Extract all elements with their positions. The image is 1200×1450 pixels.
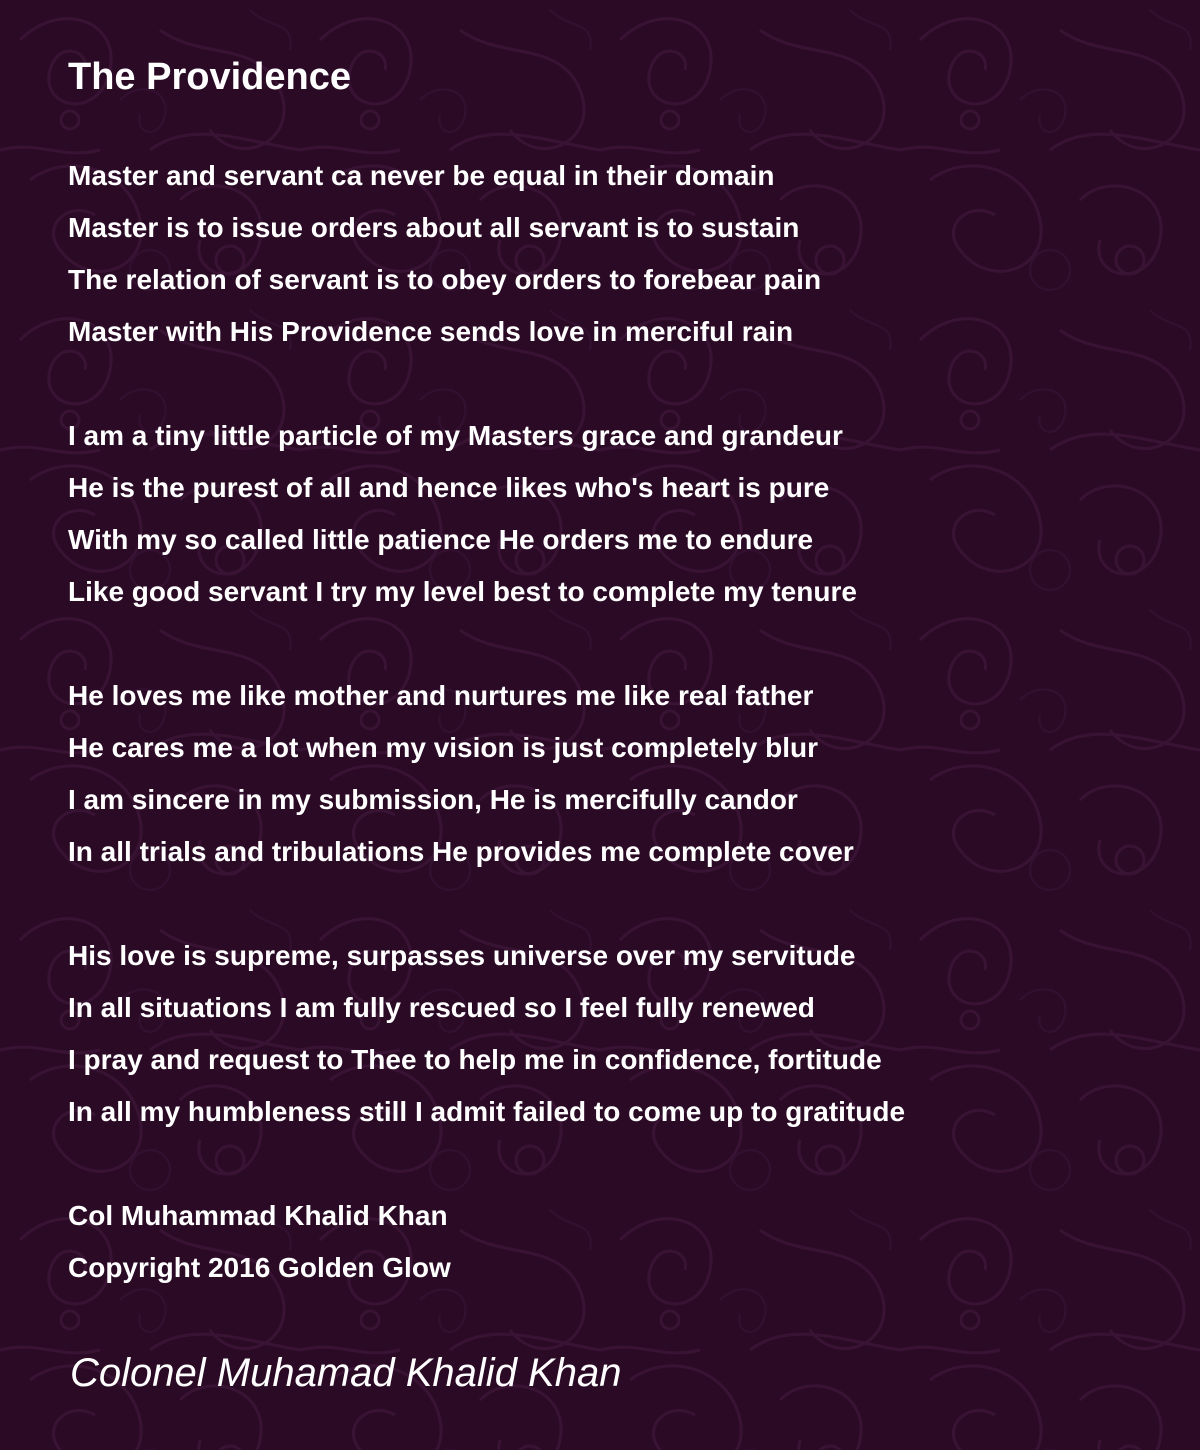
poem-line: In all situations I am fully rescued so I feel fully renewed xyxy=(68,992,815,1023)
poem-line: His love is supreme, surpasses universe over my servitude xyxy=(68,940,856,971)
poem-line: The relation of servant is to obey orders to forebear pain xyxy=(68,264,822,295)
poem-line: Master is to issue orders about all servant is to sustain xyxy=(68,212,800,243)
poem-line: Like good servant I try my level best to complete my tenure xyxy=(68,576,857,607)
poem-line: I pray and request to Thee to help me in confidence, fortitude xyxy=(68,1044,882,1075)
stanza-4 xyxy=(68,930,1168,1138)
poem-title: The Providence xyxy=(68,56,351,98)
stanza-1 xyxy=(68,150,1168,358)
author-signature: Colonel Muhamad Khalid Khan xyxy=(70,1351,622,1395)
stanza-2 xyxy=(68,410,1168,618)
stanza-3 xyxy=(68,670,1168,878)
poem-line: In all trials and tribulations He provides me complete cover xyxy=(68,836,854,867)
poem-credits xyxy=(68,1190,1168,1294)
poem-line: With my so called little patience He orders me to endure xyxy=(68,524,814,555)
poem-line: I am a tiny little particle of my Masters grace and grandeur xyxy=(68,420,843,451)
copyright-credit: Copyright 2016 Golden Glow xyxy=(68,1252,451,1283)
poem-body xyxy=(68,150,1168,1346)
poem-line: He cares me a lot when my vision is just completely blur xyxy=(68,732,819,763)
poem-line: Master with His Providence sends love in merciful rain xyxy=(68,316,794,347)
poem-line: In all my humbleness still I admit failed to come up to gratitude xyxy=(68,1096,906,1127)
author-credit: Col Muhammad Khalid Khan xyxy=(68,1200,448,1231)
poem-line: He is the purest of all and hence likes who's heart is pure xyxy=(68,472,830,503)
poem-line: Master and servant ca never be equal in their domain xyxy=(68,160,775,191)
poem-line: I am sincere in my submission, He is mercifully candor xyxy=(68,784,798,815)
poem-line: He loves me like mother and nurtures me like real father xyxy=(68,680,814,711)
